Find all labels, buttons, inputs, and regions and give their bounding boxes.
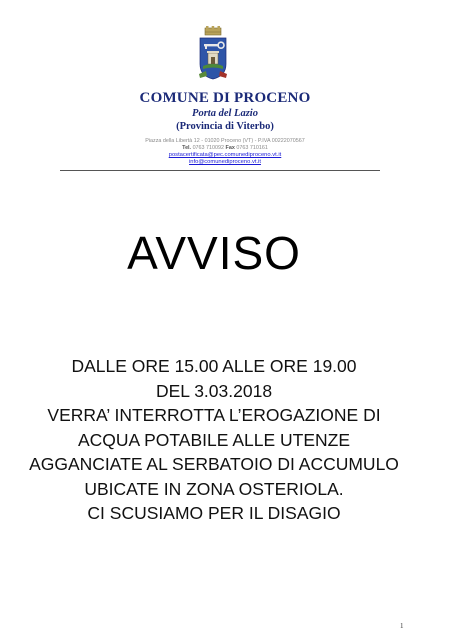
page-number: 1 [400, 622, 404, 630]
notice-line: AGGANCIATE AL SERBATOIO DI ACCUMULO [29, 454, 399, 474]
tel-label: Tel. [182, 145, 192, 151]
notice-line: CI SCUSIAMO PER IL DISAGIO [87, 503, 341, 523]
email-link[interactable]: info@comunediproceno.vt.it [189, 159, 261, 165]
notice-title: AVVISO [127, 227, 301, 279]
notice-line: DALLE ORE 15.00 ALLE ORE 19.00 [71, 356, 357, 376]
notice-line: ACQUA POTABILE ALLE UTENZE [78, 429, 350, 450]
notice-line: VERRA’ INTERROTTA L’EROGAZIONE DI [47, 405, 381, 425]
province-name: (Provincia di Viterbo) [176, 121, 274, 132]
fax-value: 0763 710161 [236, 145, 268, 151]
coat-of-arms-icon [197, 26, 229, 80]
notice-line: UBICATE IN ZONA OSTERIOLA. [84, 478, 344, 499]
notice-line: DEL 3.03.2018 [155, 380, 273, 401]
header-divider [60, 170, 380, 171]
municipality-name: COMUNE DI PROCENO [139, 90, 311, 106]
notice-body [0, 354, 428, 526]
fax-label: Fax [225, 145, 235, 151]
address-line: Piazza della Libertà 12 - 01020 Proceno (VT) - P.IVA 00222070567 [145, 138, 305, 144]
pec-email-link[interactable]: postacertificata@pec.comunediproceno.vt.it [168, 152, 282, 158]
tel-value: 0763 710092 [192, 145, 225, 151]
phone-fax-line [0, 145, 450, 151]
municipality-tagline: Porta del Lazio [192, 108, 258, 119]
